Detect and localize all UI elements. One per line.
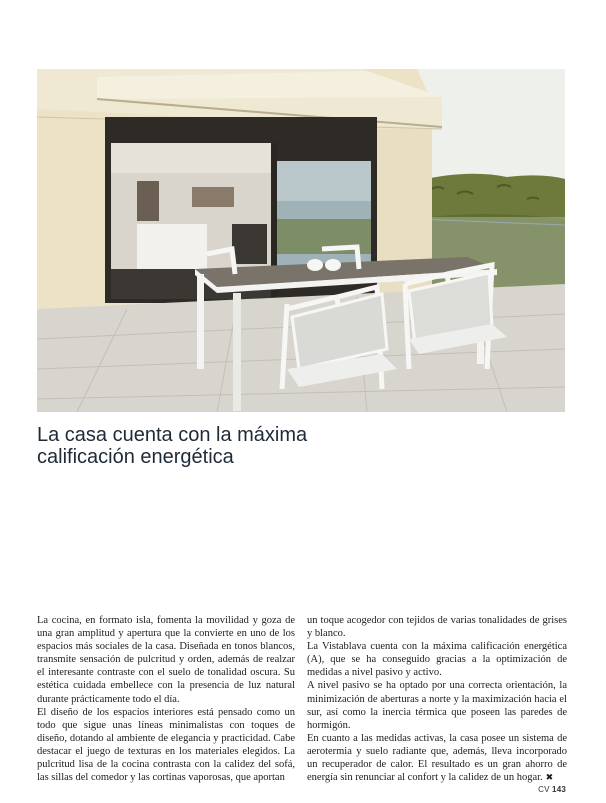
paragraph: La cocina, en formato isla, fomenta la movilidad y goza de una gran amplitud y apertura que la convierte en uno de los espacios más sociales de la casa. Diseñada en tonos blancos, transmite sensación de pulcritud y orden, además de realzar el interesante contraste con el suelo de tonalidad oscura. Su estética cuidada embellece con la presencia de luz natural durante prácticamente todo el día. [37,615,295,705]
article-headline [37,424,457,468]
paragraph: A nivel pasivo se ha optado por una correcta orientación, la minimización de aberturas a norte y la maximización hacia el sur, así como la inercia térmica que poseen las paredes de hormigón. [307,680,567,731]
headline-line-2: calificación energética [37,446,234,468]
article-body [37,614,565,784]
paragraph-last [307,732,567,785]
headline-line-1: La casa cuenta con la máxima [37,424,308,446]
body-column-left [37,614,295,784]
end-of-article-icon: ✖ [545,773,554,784]
paragraph-text: En cuanto a las medidas activas, la casa posee un sistema de aerotermia y suelo radiante que, además, lleva incorporado un recuperador de calor. El resultado es un gran ahorro de energía sin renunciar al confort y la calidez de un hogar. [307,732,567,784]
paragraph: La Vistablava cuenta con la máxima calificación energética (A), que se ha conseguido gracias a la optimización de medidas a nivel pasivo y activo. [307,641,567,679]
page-folio [538,785,566,794]
paragraph: un toque acogedor con tejidos de varias tonalidades de grises y blanco. [307,615,567,640]
folio-prefix: CV [538,785,550,794]
terrace-photo [37,69,565,412]
page-number: 143 [552,785,566,794]
body-column-right [307,614,567,785]
paragraph: El diseño de los espacios interiores está pensado como un todo que sigue unas líneas minimalistas con toques de diseño, dotando al ambiente de elegancia y practicidad. Cabe destacar el juego de texturas en los materiales elegidos. La pulcritud lisa de la cocina contrasta con la calidez del sofá, las sillas del comedor y las cortinas vaporosas, que aportan [37,706,295,784]
